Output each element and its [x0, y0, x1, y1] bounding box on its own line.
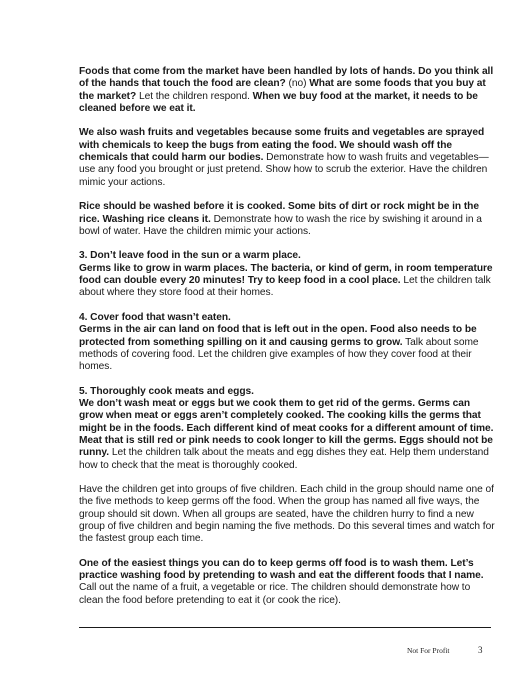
- body-text: Talk about some methods of covering food. Let the children give examples of how they cover food at their homes.: [79, 336, 479, 373]
- bold-text: Germs like to grow in warm places. The bacteria, or kind of germ, in room temperature food can double every 20 minutes! Try to keep food in a cool place.: [79, 262, 493, 287]
- bold-text: We don’t wash meat or eggs but we cook them to get rid of the germs. Germs can grow when meat or eggs aren’t completely cooked. The cooking kills the germs that might be in the foods. Each different kind of meat cooks for a different amount of time. Meat that is still red or pink needs to cook longer to kill the germs. Eggs should not be runny.: [79, 398, 494, 459]
- body-text: Call out the name of a fruit, a vegetable or rice. The children should demonstrate how to clean the food before pretending to eat it (or cook the rice).: [79, 582, 471, 606]
- bold-text: Rice should be washed before it is cooked. Some bits of dirt or rock might be in the rice. Washing rice cleans it.: [79, 201, 479, 225]
- bold-text: 3. Don’t leave food in the sun or a warm place.: [79, 250, 301, 262]
- paragraph: [79, 312, 495, 373]
- bold-text: Germs in the air can land on food that is left out in the open. Food also needs to be protected from something spilling on it and causing germs to grow.: [79, 324, 477, 348]
- paragraph: [79, 386, 495, 472]
- bold-text: 4. Cover food that wasn’t eaten.: [79, 311, 231, 323]
- footer-divider: [79, 627, 491, 628]
- page-number: 3: [478, 645, 483, 655]
- body-text: Demonstrate how to wash the rice by swishing it around in a bowl of water. Have the children mimic your actions.: [79, 213, 482, 237]
- bold-text: When we buy food at the market, it needs to be cleaned before we eat it.: [79, 90, 478, 114]
- document-body: [79, 66, 495, 619]
- paragraph: [79, 201, 495, 238]
- body-text: Demonstrate how to wash fruits and vegetables—use any food you brought or just pretend. Show how to scrub the exterior. Have the children mimic your actions.: [79, 152, 489, 188]
- paragraph: [79, 127, 495, 188]
- footer-label: Not For Profit: [407, 646, 450, 655]
- bold-text: 5. Thoroughly cook meats and eggs.: [79, 385, 254, 397]
- body-text: Let the children talk about where they store food at their homes.: [79, 275, 491, 299]
- bold-text: Foods that come from the market have been handled by lots of hands. Do you think all of the hands that touch the food are clean?: [79, 66, 494, 90]
- paragraph: [79, 250, 495, 299]
- body-text: Let the children talk about the meats and egg dishes they eat. Help them understand how to check that the meat is thoroughly cooked.: [79, 447, 489, 471]
- bold-text: We also wash fruits and vegetables because some fruits and vegetables are sprayed with chemicals to keep the bugs from eating the food. We should wash off the chemicals that could harm our bodies.: [79, 127, 485, 164]
- paragraph: [79, 558, 495, 607]
- body-text: Have the children get into groups of five children. Each child in the group should name one of the five methods to keep germs off the food. When the group has named all five ways, the group should sit down. When all groups are seated, have the children hurry to find a new group of five children and begin naming the five methods. Do this several times and watch for the fastest group each time.: [79, 484, 495, 545]
- bold-text: One of the easiest things you can do to keep germs off food is to wash them. Let’s practice washing food by pretending to wash and eat the different foods that I name.: [79, 557, 484, 582]
- body-text: Let the children respond.: [136, 90, 253, 102]
- paragraph: [79, 66, 495, 115]
- paragraph: [79, 484, 495, 545]
- body-text: (no): [285, 78, 310, 90]
- bold-text: What are some foods that you buy at the market?: [79, 78, 486, 102]
